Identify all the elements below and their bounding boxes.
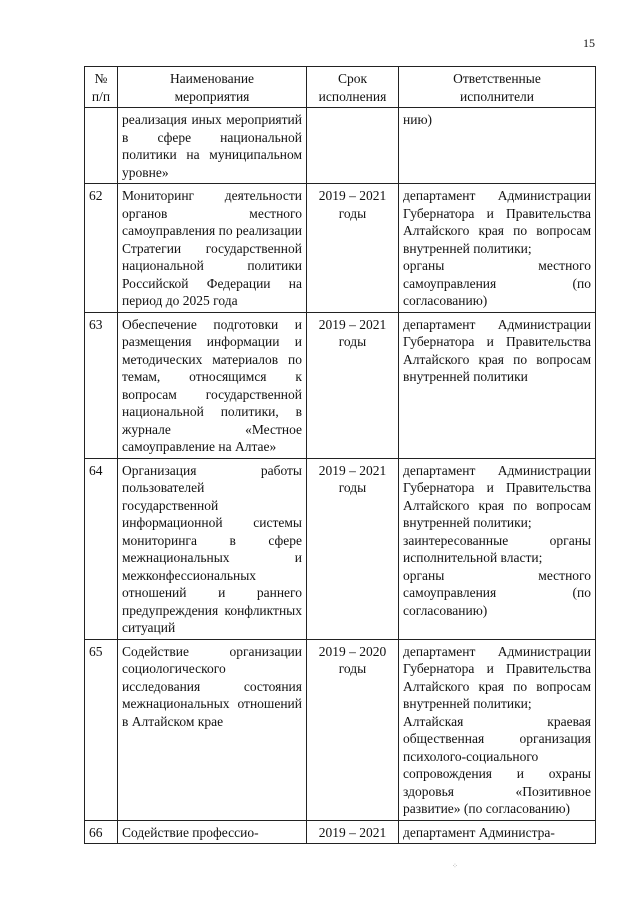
cell-event-name-text: Организация работы пользователей государственной информационной системы мониторинга в сфере межнациональных и межконфессиональных отношений и раннего предупреждения конфликтных ситуаций — [122, 462, 302, 635]
cell-term-text: 2019 – 2021 — [318, 824, 387, 840]
cell-responsible-text: департамент Администрации Губернатора и Правительства Алтайского края по вопросам внутренней политики; — [403, 462, 591, 530]
header-name: Наименование мероприятия — [118, 67, 307, 108]
cell-event-name-text: Обеспечение подготовки и размещения информации и методических материалов по темам, относящимся к вопросам государственной национальной политики, в журнале «Местное самоуправление на Алтае» — [122, 316, 302, 454]
cell-event-name-text: Мониторинг деятельности органов местного самоуправления по реализации Стратегии государственной национальной политики Российской Федерации на период до 2025 года — [122, 188, 302, 308]
cell-event-name — [118, 458, 307, 639]
header-num: № п/п — [85, 67, 118, 108]
cell-responsible-text: нию) — [403, 112, 433, 127]
cell-term-text: годы — [338, 661, 367, 676]
cell-number — [85, 108, 118, 184]
cell-responsible-text: заинтересованные органы исполнительной власти; — [403, 532, 591, 565]
table-row — [85, 458, 596, 639]
cell-event-name — [118, 108, 307, 184]
cell-responsible-text: департамент Администрации Губернатора и Правительства Алтайского края по вопросам внутренней политики; — [403, 188, 591, 256]
table-row — [85, 312, 596, 458]
cell-responsible-text: органы местного самоуправления (по согласованию) — [403, 258, 591, 308]
cell-event-name — [118, 184, 307, 313]
table-row — [85, 820, 596, 844]
cell-event-name — [118, 820, 307, 844]
cell-term — [307, 312, 399, 458]
cell-term-text: годы — [338, 205, 367, 221]
cell-term-text: 2019 – 2020 — [318, 643, 387, 659]
cell-number: 66 — [85, 820, 118, 844]
cell-term-text: 2019 – 2021 — [318, 316, 387, 332]
cell-event-name — [118, 312, 307, 458]
cell-term-text: 2019 – 2021 — [318, 462, 387, 478]
cell-responsible-text: органы местного самоуправления (по согласованию) — [403, 567, 591, 618]
cell-term — [307, 184, 399, 313]
cell-responsible — [399, 639, 596, 820]
cell-responsible-text: Алтайская краевая общественная организация психолого-социального сопровождения и охраны здоровья «Позитивное развитие» (по согласованию) — [403, 713, 591, 816]
cell-term-text: 2019 – 2021 — [318, 188, 387, 203]
cell-responsible-text: департамент Администрации Губернатора и Правительства Алтайского края по вопросам внутренней политики — [403, 316, 591, 384]
cell-responsible — [399, 184, 596, 313]
cell-number: 65 — [85, 639, 118, 820]
header-resp: Ответственные исполнители — [399, 67, 596, 108]
cell-number: 63 — [85, 312, 118, 458]
cell-responsible — [399, 108, 596, 184]
cell-term — [307, 820, 399, 844]
table-header-row — [85, 67, 596, 108]
cell-responsible — [399, 820, 596, 844]
cell-event-name — [118, 639, 307, 820]
cell-number: 64 — [85, 458, 118, 639]
header-term: Срок исполнения — [307, 67, 399, 108]
table-row — [85, 184, 596, 313]
cell-responsible — [399, 458, 596, 639]
cell-responsible-text: департамент Администра- — [403, 824, 555, 840]
cell-event-name-text: реализация иных мероприятий в сфере национальной политики на муниципальном уровне» — [122, 112, 302, 180]
cell-term — [307, 458, 399, 639]
events-table — [84, 66, 596, 844]
cell-number: 62 — [85, 184, 118, 313]
cell-responsible — [399, 312, 596, 458]
cell-event-name-text: Содействие профессио- — [122, 824, 259, 840]
cell-event-name-text: Содействие организации социологического исследования состояния межнациональных отношений в Алтайском крае — [122, 643, 302, 729]
table-row — [85, 639, 596, 820]
page-number: 15 — [583, 36, 595, 50]
scan-artifact: ⁘ — [452, 862, 458, 870]
cell-responsible-text: департамент Администрации Губернатора и Правительства Алтайского края по вопросам внутренней политики; — [403, 643, 591, 711]
cell-term-text: годы — [338, 480, 367, 495]
cell-term — [307, 108, 399, 184]
cell-term-text: годы — [338, 334, 367, 349]
table-row — [85, 108, 596, 184]
cell-term — [307, 639, 399, 820]
